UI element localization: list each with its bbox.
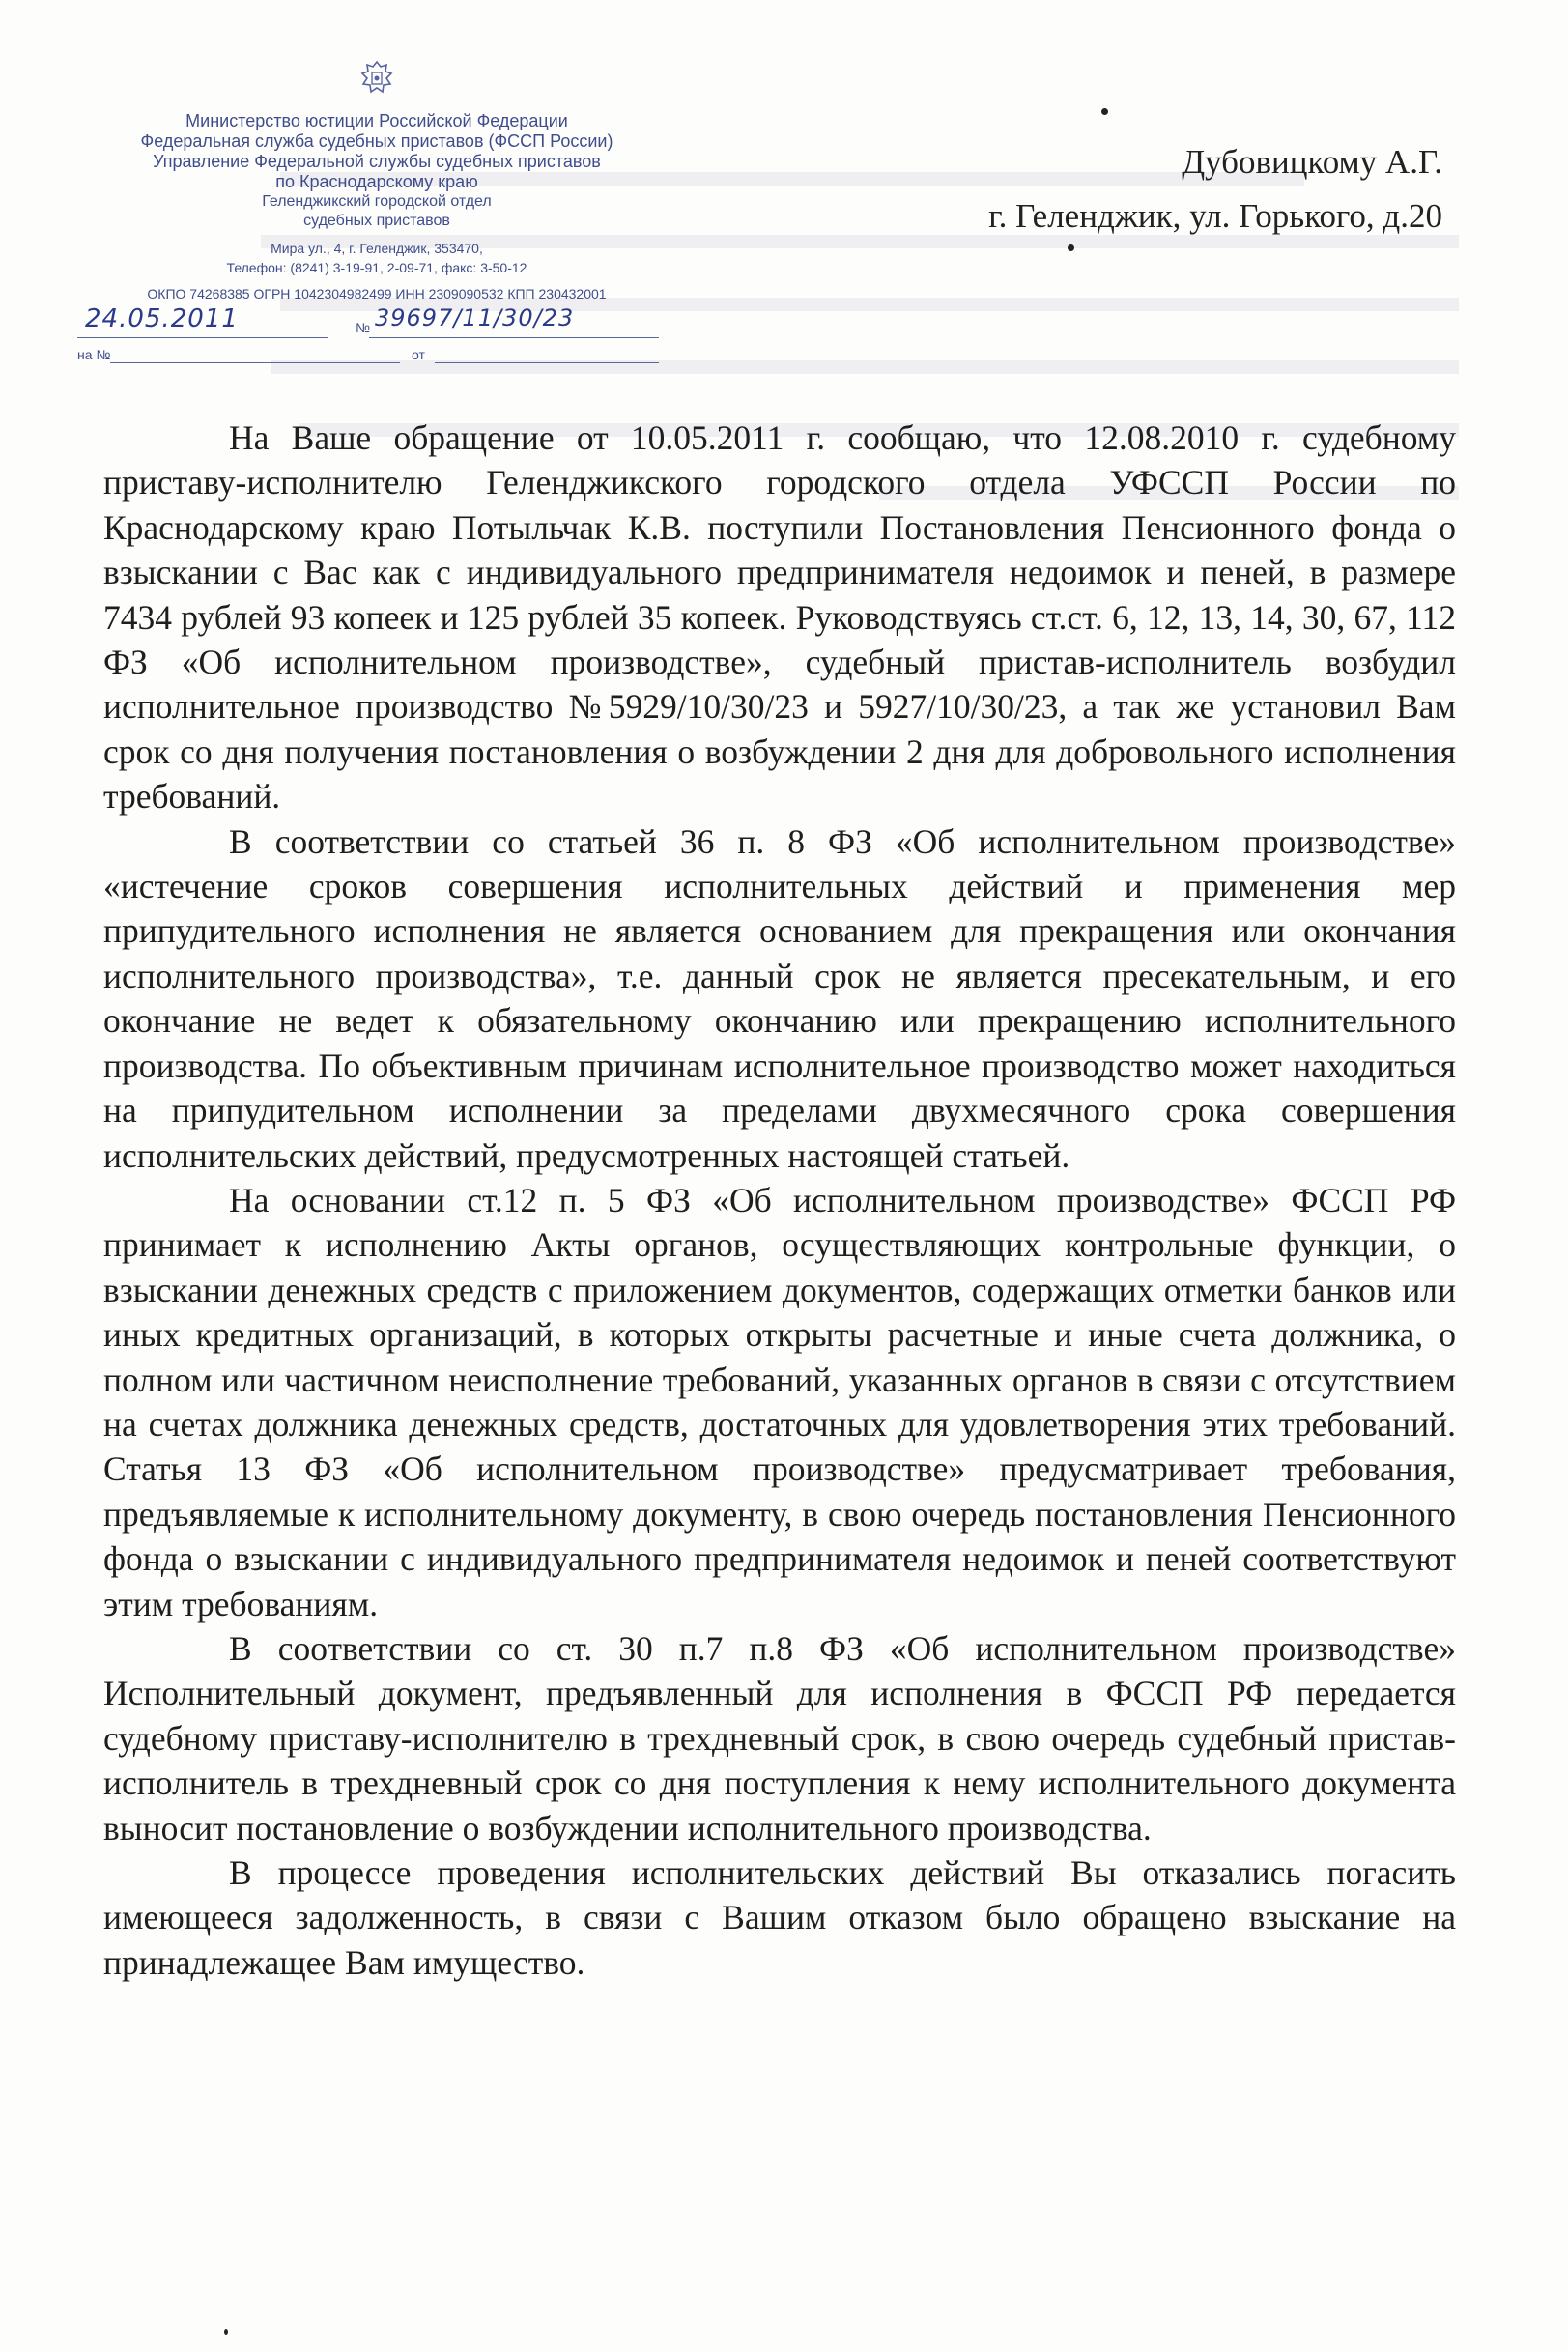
paragraph-2: В соответствии со статьей 36 п. 8 ФЗ «Об исполнительном производстве» «истечение сроков совершения исполнительных действий и применения мер припудительного исполнения не является основанием для прекращения или окончания исполнительного производства», т.е. данный срок не является пресекательным, и его окончание не ведет к обязательному окончанию или прекращению исполнительного производства. По объективным причинам исполнительное производство может находиться на припудительном исполнении за пределами двухмесячного срока совершения исполнительских действий, предусмотренных настоящей статьей.: [103, 821, 1456, 1175]
addressee-name: Дубовицкому А.Г.: [1182, 143, 1442, 181]
stamp-line-service: Федеральная служба судебных приставов (ФССП России): [140, 131, 613, 151]
stamp-codes: ОКПО 74268385 ОГРН 1042304982499 ИНН 2309090532 КПП 230432001: [147, 286, 607, 301]
ref-from: от: [412, 347, 425, 362]
stamp-line-directorate: Управление Федеральной службы судебных приставов: [153, 152, 601, 171]
addressee-address: г. Геленджик, ул. Горького, д.20: [988, 197, 1442, 235]
stamp-line-bailiffs: судебных приставов: [303, 213, 450, 229]
registration-row: [68, 304, 686, 341]
paragraph-1: На Ваше обращение от 10.05.2011 г. сообщаю, что 12.08.2010 г. судебному приставу-исполнителю Геленджикского городского отдела УФССП России по Краснодарскому краю Потыльчак К.В. поступили Постановления Пенсионного фонда о взыскании с Вас как с индивидуального предпринимателя недоимок и пеней, в размере 7434 рублей 93 копеек и 125 рублей 35 копеек. Руководствуясь ст.ст. 6, 12, 13, 14, 30, 67, 112 ФЗ «Об исполнительном производстве», судебный пристав-исполнитель возбудил исполнительное производство №5929/10/30/23 и 5927/10/30/23, а так же установил Вам срок со дня получения постановления о возбуждении 2 дня для добровольного исполнения требований.: [103, 418, 1456, 817]
paragraph-5: В процессе проведения исполнительских действий Вы отказались погасить имеющееся задолженность, в связи с Вашим отказом было обращено взыскание на принадлежащее Вам имущество.: [103, 1853, 1456, 1982]
speck: [224, 2329, 228, 2335]
stamp-line-region: по Краснодарскому краю: [275, 172, 478, 191]
addressee-block: [988, 135, 1442, 244]
handwritten-number: 39697/11/30/23: [375, 304, 575, 331]
stamp-line-ministry: Министерство юстиции Российской Федерации: [185, 111, 568, 130]
letter-body: [103, 416, 1456, 1985]
paragraph-3: На основании ст.12 п. 5 ФЗ «Об исполнительном производстве» ФССП РФ принимает к исполнению Акты органов, осуществляющих контрольные функции, о взыскании денежных средств с приложением документов, содержащих отметки банков или иных кредитных организаций, в которых открыты расчетные и иные счета должника, о полном или частичном неисполнение требований, указанных органов в связи с отсутствием на счетах должника денежных средств, достаточных для удовлетворения этих требований. Статья 13 ФЗ «Об исполнительном производстве» предусматривает требования, предъявляемые к исполнительному документу, в свою очередь постановления Пенсионного фонда о взыскании с индивидуального предпринимателя недоимок и пеней соответствуют этим требованиям.: [103, 1180, 1456, 1623]
speck: [1101, 108, 1108, 115]
stamp-line-address: Мира ул., 4, г. Геленджик, 353470,: [271, 241, 483, 256]
coat-of-arms-icon: [356, 58, 397, 99]
ref-prefix: на №: [77, 347, 111, 362]
stamp-line-department: Геленджикский городской отдел: [262, 193, 492, 210]
number-label: №: [356, 320, 371, 335]
paragraph-4: В соответствии со ст. 30 п.7 п.8 ФЗ «Об исполнительном производстве» Исполнительный документ, предъявленный для исполнения в ФССП РФ передается судебному приставу-исполнителю в трехдневный срок, в свою очередь судебный пристав-исполнитель в трехдневный срок со дня поступления к нему исполнительного документа выносит постановление о возбуждении исполнительного производства.: [103, 1628, 1456, 1848]
official-stamp: [68, 58, 686, 368]
handwritten-date: 24.05.2011: [85, 304, 239, 333]
stamp-line-phone: Телефон: (8241) 3-19-91, 2-09-71, факс: 3-50-12: [226, 260, 527, 275]
reference-row: [68, 343, 686, 368]
speck: [1068, 244, 1074, 251]
